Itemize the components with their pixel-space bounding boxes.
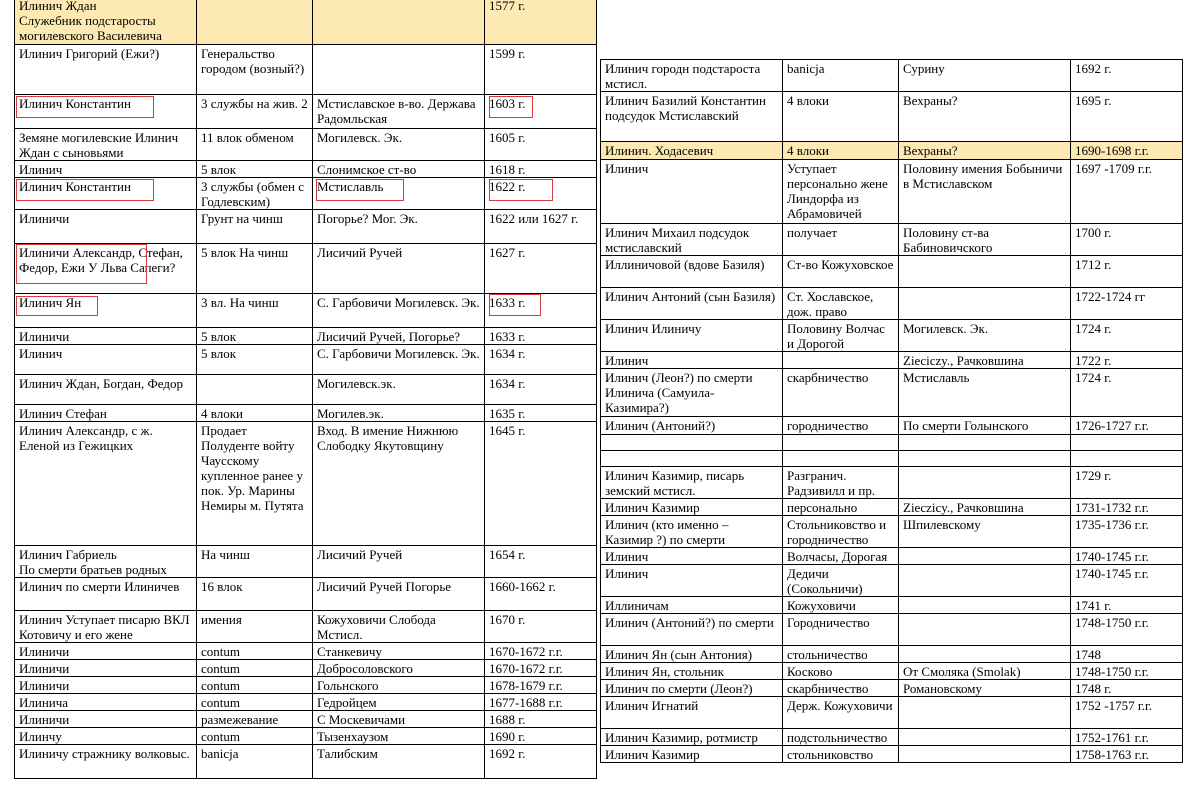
cell-name: Илинич (кто именно – Казимир ?) по смерти xyxy=(601,516,783,548)
cell-year: 1695 г. xyxy=(1071,92,1183,142)
cell-year: 1599 г. xyxy=(485,45,597,95)
cell-name: Илинич Ждан Служебник подстаросты могилевского Василевича xyxy=(15,0,197,45)
table-row xyxy=(601,60,1183,92)
cell-detail: 16 влок xyxy=(197,578,313,611)
cell-detail: contum xyxy=(197,660,313,677)
cell-detail: contum xyxy=(197,694,313,711)
cell-name: Илинич Ян, стольник xyxy=(601,663,783,680)
cell-place: Лисичий Ручей Погорье xyxy=(313,578,485,611)
cell-year: 1731-1732 г.г. xyxy=(1071,499,1183,516)
cell-year: 1690-1698 г.г. xyxy=(1071,142,1183,160)
cell-place: С. Гарбовичи Могилевск. Эк. xyxy=(313,294,485,328)
cell-place xyxy=(899,697,1071,729)
cell-name: Илинич (Антоний?) xyxy=(601,417,783,435)
cell-name: Иллиничам xyxy=(601,597,783,614)
cell-detail: 5 влок xyxy=(197,161,313,178)
table-row xyxy=(15,328,597,345)
cell-detail: Кожуховичи xyxy=(783,597,899,614)
table-row xyxy=(15,375,597,405)
cell-place xyxy=(899,451,1071,467)
cell-name: Илинича xyxy=(15,694,197,711)
table-row xyxy=(601,467,1183,499)
cell-place: Мстиславль xyxy=(899,369,1071,417)
cell-place xyxy=(899,729,1071,746)
cell-place xyxy=(899,435,1071,451)
cell-place: По смерти Голынского xyxy=(899,417,1071,435)
cell-detail: получает xyxy=(783,224,899,256)
cell-year: 1635 г. xyxy=(485,405,597,422)
cell-place xyxy=(313,0,485,45)
cell-place: Талибским xyxy=(313,745,485,779)
cell-place: От Смоляка (Smolak) xyxy=(899,663,1071,680)
cell-detail: Продает Полуденте войту Чаусскому купленное ранее у пок. Ур. Марины Немиры м. Путята xyxy=(197,422,313,546)
cell-detail: Стольниковство и городничество xyxy=(783,516,899,548)
cell-place xyxy=(313,45,485,95)
table-row xyxy=(15,422,597,546)
cell-year: 1724 г. xyxy=(1071,320,1183,352)
cell-detail: Дедичи (Сокольничи) xyxy=(783,565,899,597)
cell-year: 1622 г. xyxy=(485,178,597,210)
cell-place: Сурину xyxy=(899,60,1071,92)
cell-detail: banicja xyxy=(783,60,899,92)
table-row xyxy=(601,451,1183,467)
cell-name: Илинич xyxy=(601,565,783,597)
table-row xyxy=(15,345,597,375)
cell-year: 1627 г. xyxy=(485,244,597,294)
table-row xyxy=(15,129,597,161)
cell-name: Илинчу xyxy=(15,728,197,745)
cell-detail: На чинш xyxy=(197,546,313,578)
table-row xyxy=(15,728,597,745)
cell-name: Иллиничовой (вдове Базиля) xyxy=(601,256,783,288)
cell-year: 1741 г. xyxy=(1071,597,1183,614)
cell-place: Кожуховичи Слобода Мстисл. xyxy=(313,611,485,643)
cell-detail xyxy=(197,375,313,405)
cell-place: Лисичий Ручей xyxy=(313,546,485,578)
cell-place: Могилевск. Эк. xyxy=(313,129,485,161)
cell-name: Илиничи xyxy=(15,643,197,660)
table-row xyxy=(15,161,597,178)
cell-detail: 5 влок xyxy=(197,345,313,375)
cell-year: 1724 г. xyxy=(1071,369,1183,417)
cell-place: Мстиславское в-во. Держава Радомльская xyxy=(313,95,485,129)
cell-name: Илинич xyxy=(15,345,197,375)
cell-place: Гедройцем xyxy=(313,694,485,711)
left-document-table xyxy=(14,0,597,779)
cell-name: Илиничу стражнику волковыс. xyxy=(15,745,197,779)
cell-place xyxy=(899,646,1071,663)
cell-year xyxy=(1071,451,1183,467)
cell-name: Илиничи xyxy=(15,711,197,728)
table-row xyxy=(15,294,597,328)
cell-detail: 4 влоки xyxy=(783,142,899,160)
cell-year: 1740-1745 г.г. xyxy=(1071,565,1183,597)
table-row xyxy=(15,578,597,611)
table-row xyxy=(601,320,1183,352)
table-row xyxy=(601,680,1183,697)
table-row xyxy=(601,160,1183,224)
cell-place: Лисичий Ручей xyxy=(313,244,485,294)
table-row xyxy=(601,288,1183,320)
cell-place xyxy=(899,548,1071,565)
cell-name: Илиничи xyxy=(15,328,197,345)
cell-detail: имения xyxy=(197,611,313,643)
cell-detail: contum xyxy=(197,728,313,745)
cell-place: Половину имения Бобыничи в Мстиславском xyxy=(899,160,1071,224)
cell-name: Илинич (Леон?) по смерти Илинича (Самуила-Казимира?) xyxy=(601,369,783,417)
cell-name: Илинич Ян (сын Антония) xyxy=(601,646,783,663)
table-row xyxy=(601,417,1183,435)
cell-detail: Держ. Кожуховичи xyxy=(783,697,899,729)
table-row xyxy=(15,711,597,728)
cell-year: 1692 г. xyxy=(1071,60,1183,92)
cell-name: Илинич Казимир xyxy=(601,499,783,516)
table-row xyxy=(15,210,597,244)
cell-detail: Половину Волчас и Дорогой xyxy=(783,320,899,352)
table-row xyxy=(601,516,1183,548)
cell-place xyxy=(899,467,1071,499)
cell-detail: 3 вл. На чинш xyxy=(197,294,313,328)
cell-name: Илинич Антоний (сын Базиля) xyxy=(601,288,783,320)
cell-detail: стольниковство xyxy=(783,746,899,763)
cell-detail: Волчасы, Дорогая xyxy=(783,548,899,565)
cell-place: Вехраны? xyxy=(899,142,1071,160)
table-row xyxy=(601,435,1183,451)
cell-detail xyxy=(783,451,899,467)
table-row xyxy=(601,697,1183,729)
cell-name: Илинич по смерти (Леон?) xyxy=(601,680,783,697)
cell-year: 1605 г. xyxy=(485,129,597,161)
table-row xyxy=(601,729,1183,746)
cell-name: Илинич Александр, с ж. Еленой из Гежицких xyxy=(15,422,197,546)
cell-year: 1726-1727 г.г. xyxy=(1071,417,1183,435)
cell-place: Могилевск.эк. xyxy=(313,375,485,405)
cell-name: Илинич xyxy=(601,352,783,369)
table-row xyxy=(15,95,597,129)
cell-year: 1633 г. xyxy=(485,294,597,328)
cell-year: 1688 г. xyxy=(485,711,597,728)
cell-place xyxy=(899,565,1071,597)
cell-year: 1603 г. xyxy=(485,95,597,129)
cell-name: Илинич Григорий (Ежи?) xyxy=(15,45,197,95)
cell-year: 1740-1745 г.г. xyxy=(1071,548,1183,565)
table-row xyxy=(601,256,1183,288)
table-row xyxy=(601,614,1183,646)
cell-year: 1660-1662 г. xyxy=(485,578,597,611)
cell-name: Илинич Константин xyxy=(15,178,197,210)
cell-place xyxy=(899,288,1071,320)
cell-year: 1670-1672 г.г. xyxy=(485,660,597,677)
cell-detail: Ст-во Кожуховское xyxy=(783,256,899,288)
right-document-table xyxy=(600,59,1183,763)
table-row xyxy=(15,178,597,210)
cell-detail: подстольничество xyxy=(783,729,899,746)
cell-year: 1752 -1757 г.г. xyxy=(1071,697,1183,729)
table-row xyxy=(15,244,597,294)
cell-place: Могилевск. Эк. xyxy=(899,320,1071,352)
cell-place: Станкевичу xyxy=(313,643,485,660)
cell-name: Илинич xyxy=(15,161,197,178)
cell-year: 1692 г. xyxy=(485,745,597,779)
cell-year: 1654 г. xyxy=(485,546,597,578)
cell-place: Могилев.эк. xyxy=(313,405,485,422)
cell-name: Илинич Уступает писарю ВКЛ Котовичу и его жене xyxy=(15,611,197,643)
cell-place: С Москевичами xyxy=(313,711,485,728)
cell-name: Илиничи xyxy=(15,677,197,694)
table-row xyxy=(601,224,1183,256)
cell-detail: персонально xyxy=(783,499,899,516)
cell-detail: скарбничество xyxy=(783,369,899,417)
cell-year: 1722 г. xyxy=(1071,352,1183,369)
cell-year: 1697 -1709 г.г. xyxy=(1071,160,1183,224)
cell-year: 1670-1672 г.г. xyxy=(485,643,597,660)
cell-name: Илинич Ян xyxy=(15,294,197,328)
table-row xyxy=(601,499,1183,516)
cell-year: 1748 г. xyxy=(1071,680,1183,697)
cell-year: 1678-1679 г.г. xyxy=(485,677,597,694)
cell-name: Илинич Базилий Константин подсудок Мстиславский xyxy=(601,92,783,142)
cell-name: Илинич Михаил подсудок мстиславский xyxy=(601,224,783,256)
cell-name: Илинич Казимир xyxy=(601,746,783,763)
cell-place: Гольнского xyxy=(313,677,485,694)
cell-year: 1748 xyxy=(1071,646,1183,663)
cell-year: 1577 г. xyxy=(485,0,597,45)
cell-detail: contum xyxy=(197,677,313,694)
cell-year: 1712 г. xyxy=(1071,256,1183,288)
cell-detail: contum xyxy=(197,643,313,660)
table-row xyxy=(601,548,1183,565)
cell-place: Тызенхаузом xyxy=(313,728,485,745)
cell-year: 1690 г. xyxy=(485,728,597,745)
cell-detail: Городничество xyxy=(783,614,899,646)
cell-detail: 5 влок На чинш xyxy=(197,244,313,294)
cell-detail: banicja xyxy=(197,745,313,779)
cell-name: Илинич городн подстароста мстисл. xyxy=(601,60,783,92)
cell-place: Погорье? Мог. Эк. xyxy=(313,210,485,244)
table-row xyxy=(15,745,597,779)
cell-place: Шпилевскому xyxy=(899,516,1071,548)
cell-name: Илинич Казимир, ротмистр xyxy=(601,729,783,746)
table-row xyxy=(601,142,1183,160)
cell-place: Zieciczy., Рачковшина xyxy=(899,352,1071,369)
cell-name: Илинич xyxy=(601,160,783,224)
cell-year: 1700 г. xyxy=(1071,224,1183,256)
cell-year: 1729 г. xyxy=(1071,467,1183,499)
table-row xyxy=(15,694,597,711)
cell-year: 1748-1750 г.г. xyxy=(1071,614,1183,646)
table-row xyxy=(15,643,597,660)
cell-place xyxy=(899,256,1071,288)
table-row xyxy=(15,660,597,677)
cell-year: 1634 г. xyxy=(485,345,597,375)
cell-name: Земяне могилевские Илинич Ждан с сыновьями xyxy=(15,129,197,161)
cell-year: 1634 г. xyxy=(485,375,597,405)
cell-detail: стольничество xyxy=(783,646,899,663)
cell-name: Илинич (Антоний?) по смерти xyxy=(601,614,783,646)
cell-name: Илинич Ждан, Богдан, Федор xyxy=(15,375,197,405)
table-row xyxy=(15,0,597,45)
table-row xyxy=(601,646,1183,663)
cell-name: Илинич Казимир, писарь земский мстисл. xyxy=(601,467,783,499)
cell-year xyxy=(1071,435,1183,451)
cell-place xyxy=(899,614,1071,646)
cell-detail: 3 службы на жив. 2 xyxy=(197,95,313,129)
cell-place: Романовскому xyxy=(899,680,1071,697)
cell-name: Илиничи Александр, Стефан, Федор, Ежи У Льва Сапеги? xyxy=(15,244,197,294)
cell-name xyxy=(601,451,783,467)
cell-detail: Генеральство городом (возный?) xyxy=(197,45,313,95)
table-row xyxy=(601,597,1183,614)
cell-detail: скарбничество xyxy=(783,680,899,697)
cell-place: Вехраны? xyxy=(899,92,1071,142)
table-row xyxy=(15,611,597,643)
cell-detail xyxy=(783,352,899,369)
cell-place: Половину ст-ва Бабиновичского xyxy=(899,224,1071,256)
cell-name: Илинич Габриель По смерти братьев родных xyxy=(15,546,197,578)
table-row xyxy=(601,369,1183,417)
cell-place xyxy=(899,597,1071,614)
cell-name: Илинич xyxy=(601,548,783,565)
cell-place: Добросоловского xyxy=(313,660,485,677)
cell-year: 1758-1763 г.г. xyxy=(1071,746,1183,763)
table-row xyxy=(601,746,1183,763)
cell-detail xyxy=(783,435,899,451)
cell-year: 1645 г. xyxy=(485,422,597,546)
cell-detail: 4 влоки xyxy=(783,92,899,142)
cell-year: 1752-1761 г.г. xyxy=(1071,729,1183,746)
cell-place: Вход. В имение Нижнюю Слободку Якутовщину xyxy=(313,422,485,546)
cell-name: Илинич Стефан xyxy=(15,405,197,422)
cell-year: 1633 г. xyxy=(485,328,597,345)
cell-year: 1722-1724 гг xyxy=(1071,288,1183,320)
cell-detail: 11 влок обменом xyxy=(197,129,313,161)
table-row xyxy=(15,546,597,578)
cell-year: 1677-1688 г.г. xyxy=(485,694,597,711)
cell-name xyxy=(601,435,783,451)
table-row xyxy=(601,352,1183,369)
cell-detail: Уступает персонально жене Линдорфа из Абрамовичей xyxy=(783,160,899,224)
cell-year: 1735-1736 г.г. xyxy=(1071,516,1183,548)
table-row xyxy=(601,663,1183,680)
cell-detail xyxy=(197,0,313,45)
cell-place: Лисичий Ручей, Погорье? xyxy=(313,328,485,345)
cell-detail: городничество xyxy=(783,417,899,435)
table-row xyxy=(15,677,597,694)
cell-place: Zieczicy., Рачковшина xyxy=(899,499,1071,516)
cell-detail: Разгранич. Радзивилл и пр. xyxy=(783,467,899,499)
cell-detail: 4 влоки xyxy=(197,405,313,422)
cell-name: Илинич по смерти Илиничев xyxy=(15,578,197,611)
cell-name: Илинич Игнатий xyxy=(601,697,783,729)
table-row xyxy=(601,565,1183,597)
table-row xyxy=(15,405,597,422)
cell-detail: Косково xyxy=(783,663,899,680)
table-row xyxy=(601,92,1183,142)
cell-year: 1748-1750 г.г. xyxy=(1071,663,1183,680)
cell-year: 1622 или 1627 г. xyxy=(485,210,597,244)
cell-detail: 5 влок xyxy=(197,328,313,345)
cell-detail: Грунт на чинш xyxy=(197,210,313,244)
cell-name: Илиничи xyxy=(15,210,197,244)
cell-name: Илинич. Ходасевич xyxy=(601,142,783,160)
cell-year: 1618 г. xyxy=(485,161,597,178)
cell-year: 1670 г. xyxy=(485,611,597,643)
cell-place: Слонимское ст-во xyxy=(313,161,485,178)
cell-name: Илинич Константин xyxy=(15,95,197,129)
cell-place: Мстиславль xyxy=(313,178,485,210)
cell-detail: Ст. Хославское, дож. право xyxy=(783,288,899,320)
table-row xyxy=(15,45,597,95)
cell-name: Илинич Илиничу xyxy=(601,320,783,352)
cell-place: С. Гарбовичи Могилевск. Эк. xyxy=(313,345,485,375)
cell-place xyxy=(899,746,1071,763)
cell-detail: размежевание xyxy=(197,711,313,728)
cell-name: Илиничи xyxy=(15,660,197,677)
cell-detail: 3 службы (обмен с Годлевским) xyxy=(197,178,313,210)
